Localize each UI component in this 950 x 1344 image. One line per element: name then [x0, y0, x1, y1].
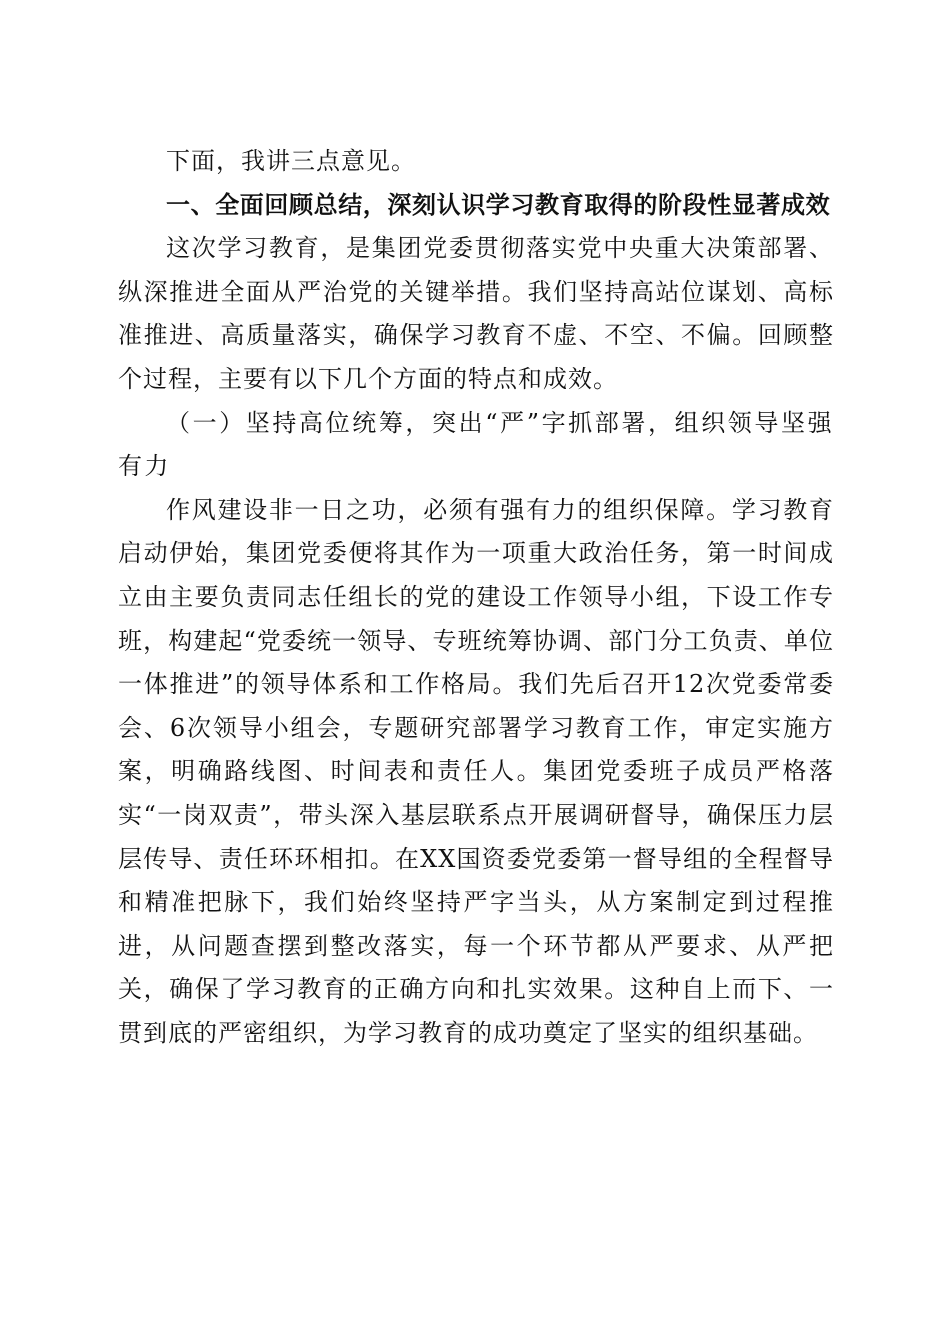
subsection-heading-1: （一）坚持高位统筹，突出“严”字抓部署，组织领导坚强有力: [118, 408, 834, 481]
opening-paragraph: 下面，我讲三点意见。: [166, 147, 416, 175]
subsection-1-paragraph: 作风建设非一日之功，必须有强有力的组织保障。学习教育启动伊始，集团党委便将其作为一项重大政治任务，第一时间成立由主要负责同志任组长的党的建设工作领导小组，下设工作专班，构建起“党委统一领导、专班统筹协调、部门分工负责、单位一体推进”的领导体系和工作格局。我们先后召开12次党委常委会、6次领导小组会，专题研究部署学习教育工作，审定实施方案，明确路线图、时间表和责任人。集团党委班子成员严格落实“一岗双责”，带头深入基层联系点开展调研督导，确保压力层层传导、责任环环相扣。在XX国资委党委第一督导组的全程督导和精准把脉下，我们始终坚持严字当头，从方案制定到过程推进，从问题查摆到整改落实，每一个环节都从严要求、从严把关，确保了学习教育的正确方向和扎实效果。这种自上而下、一贯到底的严密组织，为学习教育的成功奠定了坚实的组织基础。: [118, 495, 834, 1047]
document-body: [118, 140, 834, 1055]
section-heading-1: 一、全面回顾总结，深刻认识学习教育取得的阶段性显著成效: [166, 190, 831, 219]
section-1-intro-paragraph: 这次学习教育，是集团党委贯彻落实党中央重大决策部署、纵深推进全面从严治党的关键举措。我们坚持高站位谋划、高标准推进、高质量落实，确保学习教育不虚、不空、不偏。回顾整个过程，主要有以下几个方面的特点和成效。: [118, 234, 834, 393]
